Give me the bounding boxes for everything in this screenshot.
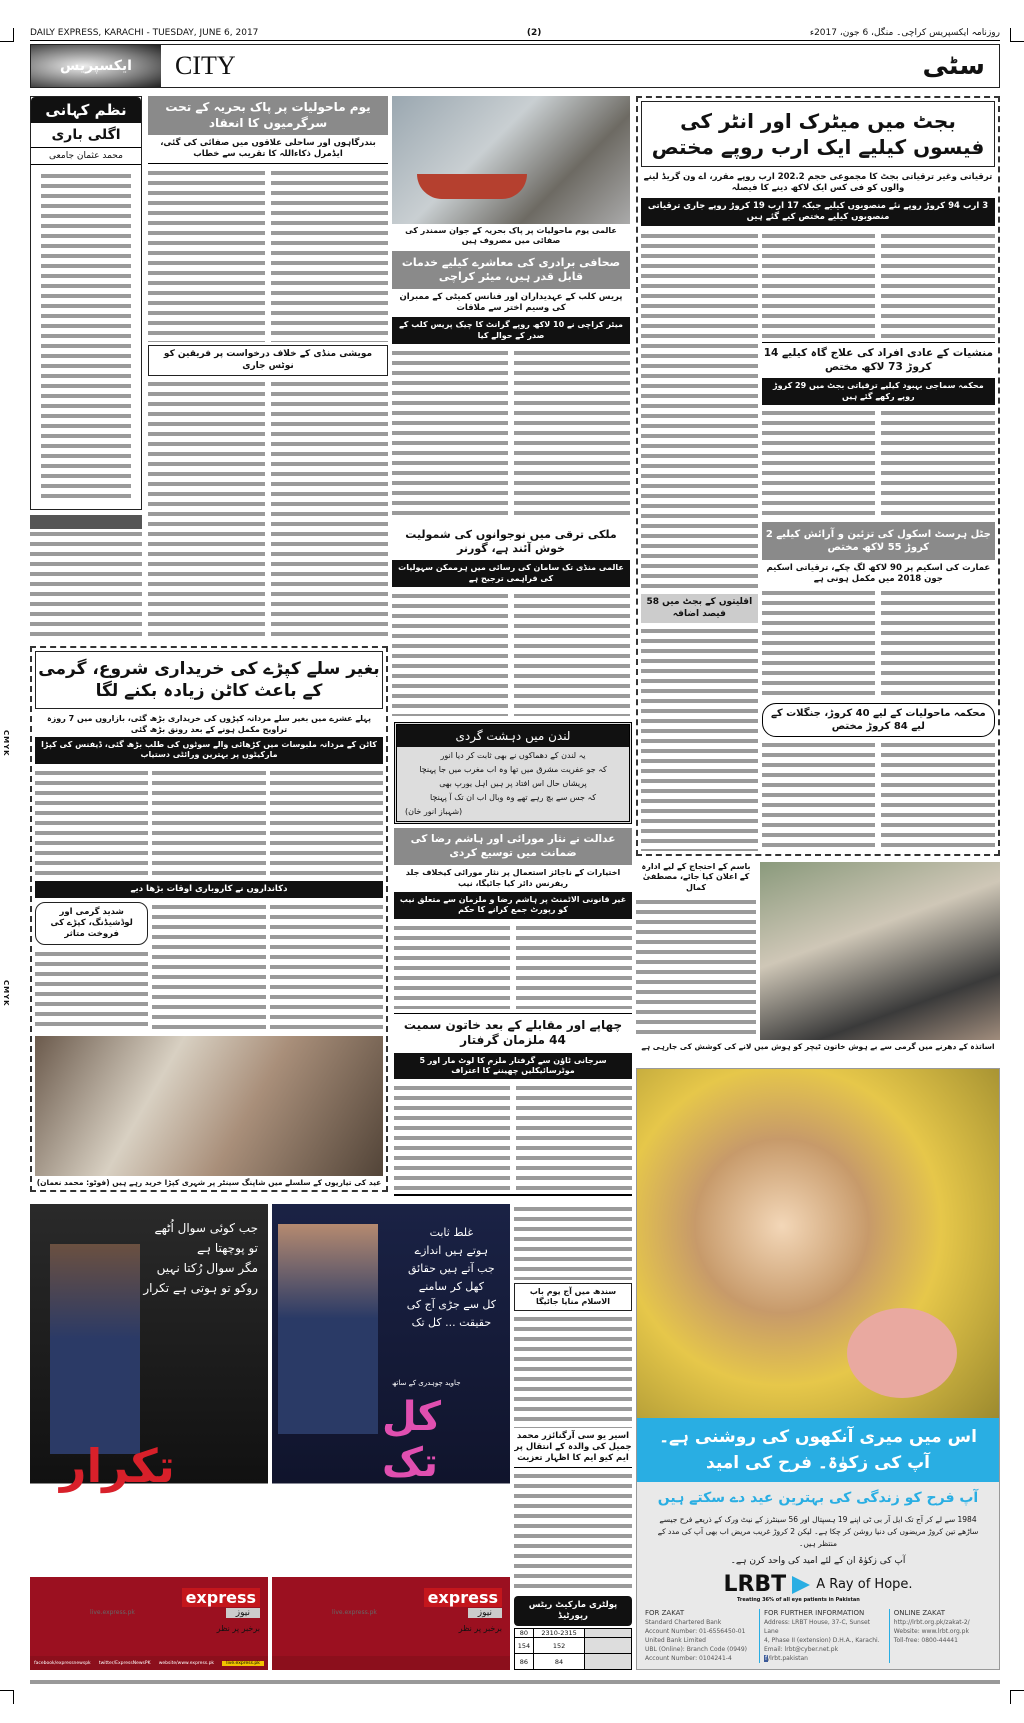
court-bar: غیر قانونی الاٹمنٹ پر ہاشم رضا و ملزمان سے متعلق نیب کو رپورٹ جمع کرانے کا حکم [394,892,632,919]
budget-bar: 3 ارب 94 کروڑ روپے نئے منصوبوں کیلیے جبکہ 17 ارب 19 کروڑ روپے جاری ترقیاتی منصوبوں کیلیے مختص کیے گئے ہیں [641,198,995,226]
express-logo: express [182,1588,260,1607]
youth-headline: ملکی ترقی میں نوجوانوں کی شمولیت خوش آئند ہے، گورنر [405,527,617,556]
cotton-story [30,646,388,1192]
show-days: پیر سے جمعرات [354,1504,428,1517]
navy-cleanup-photo [392,96,630,224]
child-photo [637,1069,999,1418]
label-cell [585,1654,632,1670]
show-time: 10:05 [365,1517,449,1547]
twitter-link[interactable]: twitter/ExpressNewsPK [98,1660,151,1666]
ad-line: جب کوئی سوال اُٹھے [154,1221,258,1235]
kal-tak-logo: کل تک [382,1394,441,1486]
cotton-bar: کاٹن کے مردانہ ملبوسات میں کڑھائی والے سوٹوں کی طلب بڑھ گئی، ڈیفنس کی کپڑا مارکیٹوں پر بہترین ورائٹی دستیاب [35,737,383,764]
nazm-author: محمد عثمان جامعی [31,148,141,165]
ad-line: حقیقت ... کل تک [411,1316,492,1329]
court-subhead: اختیارات کے ناجائز استعمال پر نثار مورائی کیخلاف جلد ریفرنس دائر کیا جائیگا، نیب [405,868,621,888]
poem-line: پریشاں حال اس افتاد پر ہیں اہل یورپ بھی [439,779,587,788]
navy-headline: یوم ماحولیات پر پاک بحریہ کے تحت سرگرمیوں کا انعقاد [148,96,388,135]
site-text: live.express.pk [332,1609,377,1616]
budget-section [636,96,1000,856]
ad-line: آپ کی زکوٰۃ ان کے لئے امید کی واحد کرن ہے۔ [730,1556,906,1566]
minorities-headline: اقلیتوں کے بجٹ میں 58 فیصد اضافہ [641,594,758,623]
info-line: 4, Phase II (extension) D.H.A., Karachi. [764,1637,880,1644]
crop-mark [0,28,14,42]
header-date-en: DAILY EXPRESS, KARACHI - TUESDAY, JUNE 6, 2017 [30,28,259,38]
piggy-bank [847,1308,957,1398]
protest-caption: اساتذہ کے دھرنے میں گرمی سے بے ہوش خاتون ٹیچر کو ہوش میں لانے کی کوشش کی جارہی ہے [641,1042,995,1051]
host-name: جاوید چوہدری کے ساتھ [392,1379,461,1387]
navy-story [148,96,388,640]
brand-ur: نیوز [226,1608,260,1618]
crop-mark [1010,28,1024,42]
tollfree-line: Toll-free: 0800-44441 [893,1637,958,1644]
shop-hours-bar: دکانداروں نے کاروباری اوقات بڑھا دیے [35,881,383,898]
masthead [30,44,1000,88]
youth-bar: عالمی منڈی تک سامان کی رسائی میں ہرممکن سہولیات کی فراہمی ترجیح ہے [392,560,630,587]
rate-cell: 80 [515,1629,534,1638]
rate-cell: 84 [533,1654,584,1670]
left-brief [30,515,142,640]
info-line: Email: lrbt@cyber.net.pk [764,1646,839,1653]
tagline: برخبر پر نظر [216,1624,260,1633]
ad-line: مگر سوال رُکتا نہیں [156,1261,258,1275]
rehab-headline: منشیات کے عادی افراد کی علاج گاہ کیلیے 14 کروڑ 73 لاکھ مختص [762,342,995,378]
repeat-time: 2:05am & 2:05pm نشر مکرر [343,1547,439,1555]
heat-box: شدید گرمی اور لوڈشیڈنگ، کپڑے کی فروخت متاثر [35,902,148,945]
anchor-photo [50,1244,140,1454]
info-line: Address: LRBT House, 37-C, Sunset Lane [764,1619,871,1635]
nazm-title: نظم کہانی [31,97,141,123]
ad-line: تو پوچھتا ہے [197,1241,258,1255]
small-news-column [514,1204,632,1670]
facebook-page[interactable]: /lrbt.pakistan [768,1655,808,1662]
cotton-caption: عید کی تیاریوں کے سلسلے میں شاپنگ سینٹر پر شہری کپڑا خرید رہے ہیں (فوٹو: محمد نعمان) [36,1178,382,1188]
cmyk-mark: CMYK [2,730,10,757]
facebook-link[interactable]: facebook/expressnewspk [34,1660,91,1666]
rate-cell: 154 [515,1638,534,1654]
rate-cell: 152 [533,1638,584,1654]
school-headline: جٹل ہرسٹ اسکول کی تزئین و آرائش کیلیے 2 کروڑ 55 لاکھ مختص [762,522,995,560]
nazm-column [30,96,142,510]
social-welfare-bar: محکمہ سماجی بہبود کیلیے ترقیاتی بجٹ میں 29 کروڑ روپے رکھے گئے ہیں [762,378,995,405]
bottom-rule [30,1680,1000,1684]
cotton-headline: بغیر سلے کپڑے کی خریداری شروع، گرمی کے باعث کاٹن زیادہ بکنے لگا [35,651,383,709]
poultry-rates-table [514,1628,632,1670]
online-title: ONLINE ZAKAT [893,1609,945,1617]
zakat-link[interactable]: http://lrbt.org.pk/zakat-2/ [893,1619,970,1626]
show-days: پیر سے بدھ [123,1504,175,1517]
youth-story [392,524,630,716]
website-link[interactable]: website/www.express.pk [158,1660,215,1666]
ad-headline-2: آپ کی زکوٰۃ۔ فرح کی امید [706,1453,930,1473]
ad-subheadline: آپ فرح کو زندگی کی بہترین عید دے سکتے ہیں [657,1490,979,1506]
lrbt-logo: LRBT [723,1572,787,1597]
rate-cell: 2310-2315 [533,1629,584,1638]
time-prefix: رات [100,1525,128,1544]
press-club-story [392,251,630,520]
section-title-en: CITY [175,51,236,80]
teachers-protest-photo [760,862,1000,1040]
court-headline: عدالت نے نثار مورائی اور ہاشم رضا کی ضمانت میں توسیع کردی [394,828,632,865]
middle-column-upper [392,96,630,716]
nazm-body [41,171,131,503]
press-subhead: پریس کلب کے عہدیداران اور فنانس کمیٹی کے ممبران کی وسیم اختر سے ملاقات [399,292,623,314]
page-header [30,28,1000,41]
lrbt-slogan: A Ray of Hope. [816,1577,913,1592]
express-logo: ایکسپریس [31,45,161,87]
cloth-shop-photo [35,1036,383,1176]
brand-ur: نیوز [468,1608,502,1618]
ad-footer-bar [272,1656,510,1670]
time-prefix: رات [333,1525,361,1544]
raids-story [394,1013,632,1195]
repeat-time: 1:05am & 11:05am نشر مکرر [99,1547,199,1555]
facebook-icon: f [765,1655,768,1662]
cotton-subhead: پہلے عشرے میں بغیر سلے مردانہ کپڑوں کی خریداری بڑھ گئی، بازاروں میں 7 روزہ تراویح مکمل ہونے کے بعد رونق بڑھ گئی [46,714,372,734]
zakat-line: United Bank Limited [645,1637,706,1644]
press-headline: صحافی برادری کی معاشرے کیلیے خدمات قابل قدر ہیں، میئر کراچی [392,251,630,290]
label-cell [585,1629,632,1638]
protest-side-headline: باسم کے احتجاج کے لیے ادارہ کے اعلان کیا جائے، مصطفیٰ کمال [641,862,751,892]
navy-subhead: بندرگاہوں اور ساحلی علاقوں میں صفائی کی گئی، ایڈمرل ذکاءاللہ کا تقریب سے خطاب [148,135,388,164]
condolence-headline: اسیر یو سی آرگنائزر محمد جمیل کی والدہ کے انتقال پر ایم کیو ایم کا اظہار تعزیت [514,1428,632,1468]
protest-side-story [636,860,756,1040]
ad-line: جب آتے ہیں حقائق [407,1262,495,1275]
poem-author: (شہباز انور خان) [405,807,463,816]
rate-cell: 86 [515,1654,534,1670]
zakat-line: Standard Chartered Bank [645,1619,722,1626]
cattle-headline: مویشی منڈی کے خلاف درخواست پر فریقین کو نوٹس جاری [148,345,388,376]
lrbt-tagline: Treating 36% of all eye patients in Pakistan [737,1597,860,1603]
crop-mark [0,1690,14,1704]
boat-shape [417,174,527,199]
zakat-line: Account Number: 01-6556450-01 [645,1628,746,1635]
lrbt-ad [636,1068,1000,1670]
ad-line: روکو تو ہوتی ہے تکرار [143,1281,258,1295]
cmyk-mark: CMYK [2,980,10,1007]
bab-ul-islam-headline: سندھ میں آج یوم باب الاسلام منایا جائیگا [514,1283,632,1312]
nazm-subtitle: اگلی باری [31,123,141,148]
ad-line: کل سے جڑی آج کی [406,1298,496,1311]
poem-line: کہ جو عفریت مشرق میں تھا وہ اب مغرب میں جا پہنچا [419,765,607,774]
takrar-ad [30,1204,268,1670]
kal-tak-ad [272,1204,510,1670]
show-time: 8:05 [132,1517,198,1547]
press-bar: میئر کراچی نے 10 لاکھ روپے گرانٹ کا چیک پریس کلب کے صدر کے حوالے کیا [392,317,630,344]
zakat-line: UBL (Online): Branch Code (0949) [645,1646,748,1653]
ad-line: کھل کر سامنے [418,1280,484,1293]
poultry-headline: پولٹری مارکیٹ ریٹس رپورٹیڈ [514,1596,632,1626]
info-title: FOR FURTHER INFORMATION [764,1609,865,1617]
raids-headline: چھاپے اور مقابلے کے بعد خاتون سمیت 44 ملزمان گرفتار [403,1017,623,1048]
takrar-logo: تکرار [60,1439,175,1493]
budget-headline: بجٹ میں میٹرک اور انٹر کی فیسوں کیلیے ایک ارب روپے مختص [641,101,995,167]
crop-mark [1010,1690,1024,1704]
arrow-icon [792,1576,810,1594]
zakat-line: Account Number: 0104241-4 [645,1655,732,1662]
label-cell [585,1638,632,1654]
school-subhead: عمارت کی اسکیم پر 90 لاکھ لگ چکے، ترقیاتی اسکیم جون 2018 میں مکمل ہونی ہے [766,563,991,585]
poem-line: یہ لندن کے دھماکوں نے بھی ثابت کر دیا انور [440,751,586,760]
ad-line: غلط ثابت [429,1226,474,1239]
ad-line: ہوتے ہیں اندازے [414,1244,489,1257]
header-date-ur: روزنامہ ایکسپریس کراچی۔ منگل، 6 جون، 2017ء [809,28,1000,38]
site-text: live.express.pk [90,1609,135,1616]
website-line[interactable]: Website: www.lrbt.org.pk [893,1628,969,1635]
express-logo: express [424,1588,502,1607]
poem-title: لندن میں دہشت گردی [397,725,629,747]
court-story [394,828,632,1009]
poem-line: کہ جس سے بچ رہے تھے وہ وبال اب ان تک آ پہنچا [429,793,597,802]
middle-column-lower [394,722,632,1196]
page-number: (2) [526,28,542,38]
tagline: برخبر پر نظر [458,1624,502,1633]
section-title-ur: سٹی [922,51,985,81]
london-poem-box [394,722,632,824]
environment-headline: محکمہ ماحولیات کے لیے 40 کروڑ، جنگلات کے لیے 84 کروڑ مختص [762,703,995,737]
zakat-title: FOR ZAKAT [645,1609,685,1617]
live-link[interactable]: live.express.pk [222,1661,264,1666]
ad-body: 1984 سے لے کر آج تک ایل آر بی ٹی اپنے 19 ہسپتال اور 56 سینٹرز کے نیٹ ورک کے ذریعے فرح جیسے ساڑھے تین کروڑ مریضوں کی دنیا روشن کر چکا ہے۔ لیکن 2 کروڑ غریب مریض اب بھی آپ کی مدد کے منتظر ہیں۔ [657,1515,979,1548]
budget-subhead: ترقیاتی وغیر ترقیاتی بجٹ کا مجموعی حجم 202.2 ارب روپے مقرر، اے ون گریڈ لینے والوں کو فی کس ایک لاکھ دینے کا فیصلہ [643,172,993,194]
ad-headline-1: اس میں میری آنکھوں کی روشنی ہے۔ [659,1427,977,1447]
anchor-photo [278,1224,378,1434]
photo-caption: عالمی یوم ماحولیات پر پاک بحریہ کے جوان سمندر کی صفائی میں مصروف ہیں [405,226,617,246]
raids-bar: سرجانی ٹاؤن سے گرفتار ملزم کا لوٹ مار اور 5 موٹرسائیکلیں چھیننے کا اعتراف [394,1053,632,1080]
